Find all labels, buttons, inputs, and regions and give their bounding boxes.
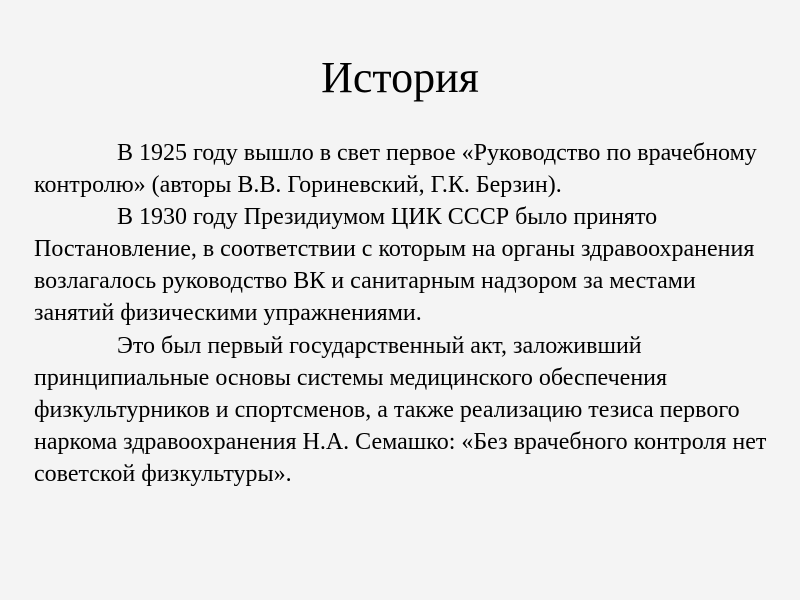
slide-body bbox=[34, 137, 774, 490]
paragraph-1930: В 1930 году Президиумом ЦИК СССР было принято Постановление, в соответствии с которым на органы здравоохранения возлагалось руководство ВК и санитарным надзором за местами занятий физическими упражнениями. bbox=[34, 204, 755, 327]
paragraph-semashko: Это был первый государственный акт, заложивший принципиальные основы системы медицинского обеспечения физкультурников и спортсменов, а также реализацию тезиса первого наркома здравоохранения Н.А. Семашко: «Без врачебного контроля нет советской физкультуры». bbox=[34, 332, 767, 487]
slide-title: История bbox=[321, 53, 479, 102]
paragraph-1925: В 1925 году вышло в свет первое «Руководство по врачебному контролю» (авторы В.В. Гориневский, Г.К. Берзин). bbox=[34, 140, 757, 199]
